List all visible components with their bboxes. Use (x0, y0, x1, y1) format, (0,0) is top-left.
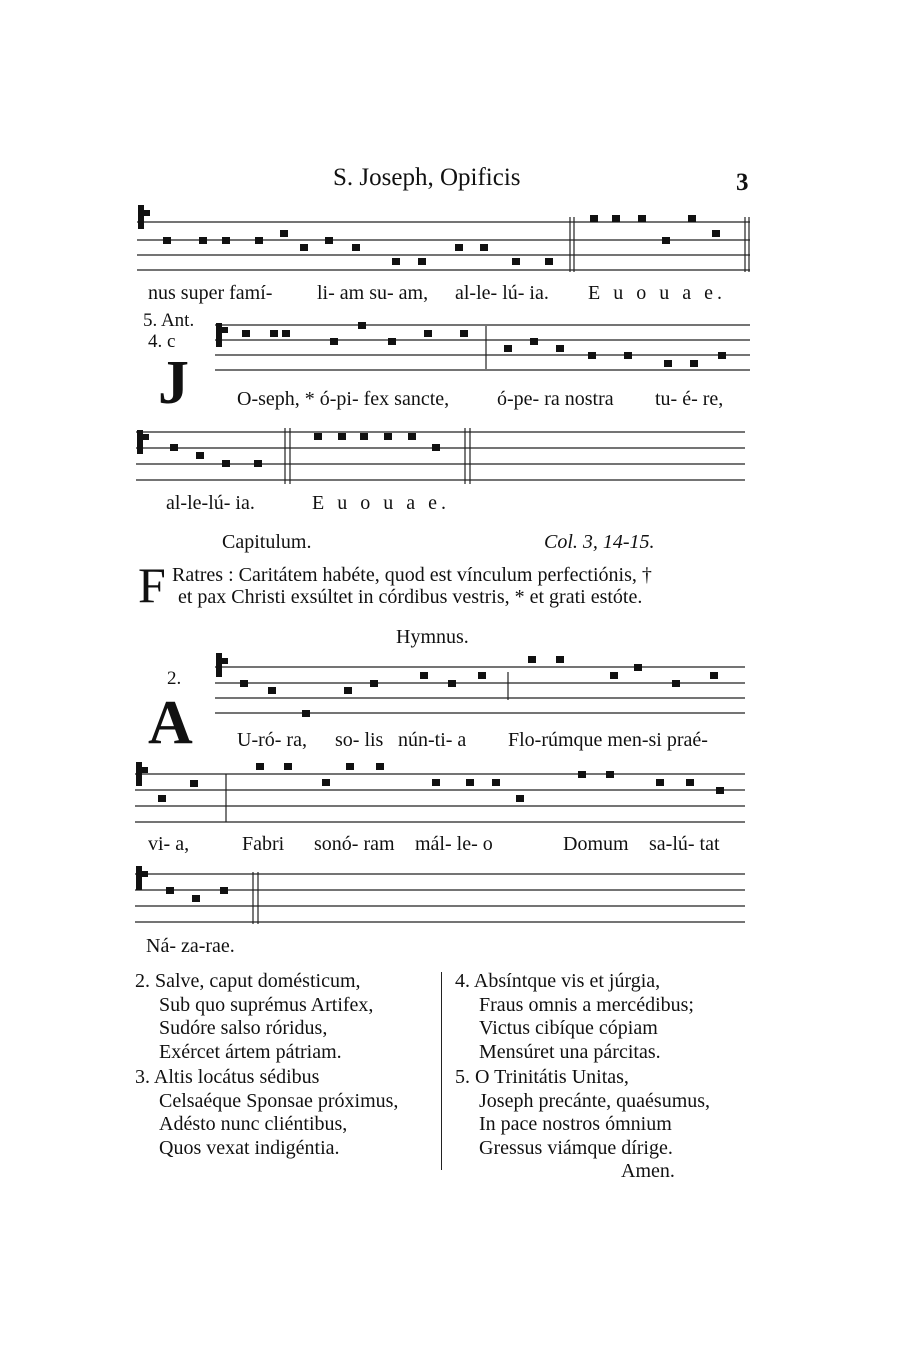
verse-number: 4. (455, 970, 470, 992)
verse-line: 4. Absíntque vis et júrgia, (455, 970, 661, 992)
verse-line: Sub quo suprémus Artifex, (159, 993, 374, 1016)
capitulum-line: et pax Christi exsúltet in córdibus vestris, * et grati estóte. (178, 586, 643, 608)
antiphon-lyric: tu- é- re, (655, 388, 724, 410)
hymn-mode: 2. (167, 668, 182, 689)
verse-number: 3. (135, 1066, 150, 1088)
antiphon-number: 5. Ant. (143, 310, 195, 331)
verse-line: Mensúret una párcitas. (479, 1040, 661, 1063)
page-number: 3 (736, 169, 749, 196)
capitulum-initial: F (138, 557, 166, 613)
capitulum-heading: Capitulum. (222, 531, 312, 553)
hymn-lyric: Flo-rúmque men-si praé- (508, 729, 708, 751)
chant1-lyric: al-le- lú- ia. (455, 282, 549, 304)
hymn-lyric: Ná- za-rae. (146, 935, 235, 957)
antiphon-lyric: ó-pe- ra nostra (497, 388, 614, 410)
hymn-lyric: mál- le- o (415, 833, 493, 855)
antiphon-initial: J (158, 349, 189, 417)
verse-line: Adésto nunc cliéntibus, (159, 1113, 348, 1135)
hymn-initial: A (148, 689, 193, 757)
hymn-lyric: sa-lú- tat (649, 833, 720, 855)
verse-line: 5. O Trinitátis Unitas, (455, 1066, 629, 1088)
verse-line: Sudóre salso róridus, (159, 1017, 328, 1039)
hymn-lyric: nún-ti- a (398, 729, 467, 751)
verse-block (455, 1066, 710, 1184)
verse-block (135, 970, 373, 1064)
verse-line: Victus cibíque cópiam (479, 1017, 658, 1039)
verse-block (135, 1066, 398, 1160)
verse-line: Gressus viámque dírige. (479, 1136, 673, 1159)
hymn-heading: Hymnus. (396, 626, 469, 648)
verse-line: Joseph precánte, quaésumus, (479, 1089, 711, 1112)
hymn-lyric: Fabri (242, 833, 285, 855)
column-divider (441, 972, 442, 1170)
hymn-lyric: so- lis (335, 729, 384, 751)
verse-line: In pace nostros ómnium (479, 1113, 672, 1135)
hymn-lyric: sonó- ram (314, 833, 395, 855)
hymn-lyric: vi- a, (148, 833, 190, 855)
hymn-lyric: U-ró- ra, (237, 729, 307, 751)
chant1-lyric: E u o u a e. (588, 282, 726, 304)
verse-number: 2. (135, 970, 150, 992)
verse-line: Fraus omnis a mercédibus; (479, 993, 694, 1016)
antiphon-mode: 4. c (148, 331, 176, 352)
verse-line: 3. Altis locátus sédibus (135, 1066, 320, 1088)
verse-line: Quos vexat indigéntia. (159, 1136, 340, 1159)
chant1-lyric: li- am su- am, (317, 282, 429, 304)
chant1-lyric: nus super famí- (148, 282, 273, 304)
verse-line: Exércet ártem pátriam. (159, 1040, 342, 1063)
page-title: S. Joseph, Opificis (333, 164, 521, 191)
capitulum-line: Ratres : Caritátem habéte, quod est vínculum perfectiónis, † (172, 564, 652, 586)
antiphon-lyric: al-le-lú- ia. (166, 492, 255, 514)
hymn-lyric: Domum (563, 833, 629, 855)
verse-block (455, 970, 694, 1064)
amen-line: Amen. (621, 1160, 675, 1182)
verse-number: 5. (455, 1066, 470, 1088)
verse-line: 2. Salve, caput domésticum, (135, 970, 361, 992)
antiphon-lyric: E u o u a e. (312, 492, 450, 514)
verse-line: Celsaéque Sponsae próximus, (159, 1089, 399, 1112)
antiphon-lyric: O-seph, * ó-pi- fex sancte, (237, 388, 450, 410)
capitulum-reference: Col. 3, 14-15. (544, 531, 655, 553)
